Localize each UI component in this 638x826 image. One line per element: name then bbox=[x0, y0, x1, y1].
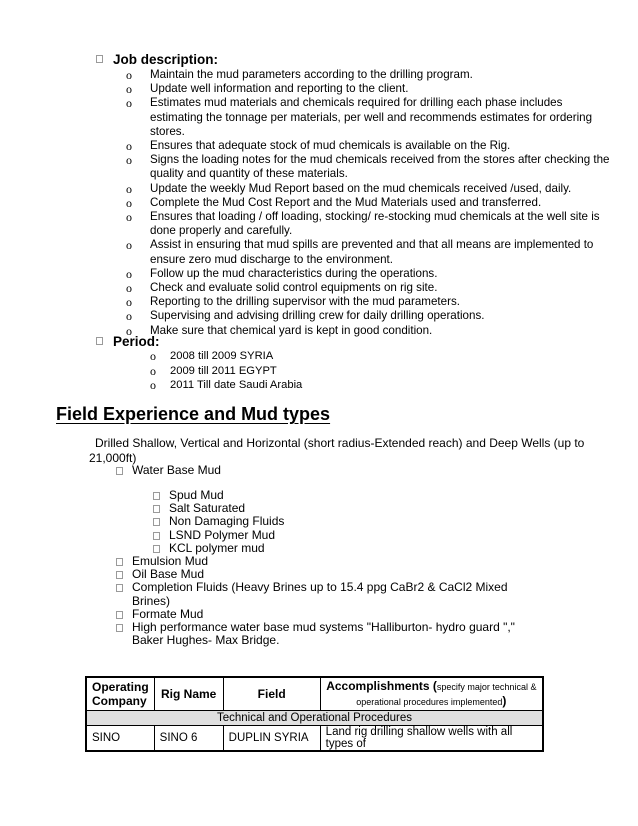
list-item-text: LSND Polymer Mud bbox=[169, 527, 276, 542]
list-item-text: Estimates mud materials and chemicals required for drilling each phase includes estimating the tonnage per materials, per well and recommends estimates for ordering stores. bbox=[150, 96, 593, 138]
bullet-box-icon bbox=[116, 584, 123, 592]
list-item-text: Update the weekly Mud Report based on the mud chemicals received /used, daily. bbox=[150, 181, 572, 195]
cell-field: DUPLIN SYRIA bbox=[223, 726, 320, 752]
bullet-box-icon bbox=[116, 571, 123, 579]
list-item-text: Non Damaging Fluids bbox=[169, 514, 285, 529]
job-duty-item bbox=[126, 267, 616, 281]
list-item-text: Make sure that chemical yard is kept in good condition. bbox=[150, 323, 433, 337]
header-field: Field bbox=[223, 677, 320, 711]
list-item-text: High performance water base mud systems "Halliburton- hydro guard "," Baker Hughes- Max Bridge. bbox=[132, 620, 515, 648]
list-item-text: Emulsion Mud bbox=[132, 554, 209, 568]
list-item-text: 2008 till 2009 SYRIA bbox=[170, 350, 274, 362]
list-item-text: Check and evaluate solid control equipments on rig site. bbox=[150, 281, 438, 295]
list-marker: o bbox=[126, 210, 132, 225]
period-item bbox=[150, 378, 302, 393]
list-marker: o bbox=[126, 238, 132, 253]
mud-type-item bbox=[116, 581, 546, 607]
water-base-mud-types bbox=[153, 489, 284, 555]
cell-accomplishment: Land rig drilling shallow wells with all types of bbox=[320, 726, 543, 752]
field-intro bbox=[89, 436, 592, 466]
list-marker: o bbox=[126, 153, 132, 168]
water-base-mud-item bbox=[116, 464, 221, 477]
mud-type-item bbox=[116, 621, 546, 647]
list-item-text: Maintain the mud parameters according to the drilling program. bbox=[150, 68, 473, 81]
job-duty-item bbox=[126, 238, 616, 266]
other-mud-types bbox=[116, 555, 546, 647]
list-marker: o bbox=[126, 309, 132, 324]
bullet-box-icon bbox=[153, 518, 160, 526]
bullet-box-icon bbox=[116, 558, 123, 566]
intro-line: 21,000ft) bbox=[89, 451, 137, 465]
bullet-box-icon bbox=[116, 624, 123, 632]
list-item-text: Assist in ensuring that mud spills are prevented and that all means are implemented to ensure zero mud discharge to the environment. bbox=[150, 238, 594, 266]
cell-company: SINO bbox=[86, 726, 154, 752]
table-row bbox=[86, 726, 543, 752]
list-item-text: Salt Saturated bbox=[169, 501, 246, 516]
list-marker: o bbox=[126, 295, 132, 310]
bullet-box-icon bbox=[96, 337, 103, 345]
list-item-text: Spud Mud bbox=[169, 488, 224, 502]
cell-rig: SINO 6 bbox=[154, 726, 223, 752]
period-item bbox=[150, 349, 302, 364]
job-duty-item bbox=[126, 281, 616, 295]
list-marker: o bbox=[126, 266, 132, 281]
field-experience-heading: Field Experience and Mud types bbox=[56, 404, 331, 424]
list-item-text: 2009 till 2011 EGYPT bbox=[170, 364, 277, 377]
list-item-text: Supervising and advising drilling crew for daily drilling operations. bbox=[150, 309, 485, 323]
list-marker: o bbox=[126, 139, 132, 154]
period-heading: Period: bbox=[96, 334, 160, 349]
list-marker: o bbox=[126, 68, 132, 82]
job-duty-item bbox=[126, 96, 616, 139]
job-duty-item bbox=[126, 139, 616, 153]
list-marker: o bbox=[126, 195, 132, 210]
list-marker: o bbox=[126, 181, 132, 196]
bullet-box-icon bbox=[96, 55, 103, 63]
job-duty-item bbox=[126, 196, 616, 210]
list-item-text: Ensures that loading / off loading, stocking/ re-stocking mud chemicals at the well site is done properly and carefully. bbox=[150, 210, 600, 238]
list-item-text: Update well information and reporting to the client. bbox=[150, 82, 409, 96]
job-duty-item bbox=[126, 182, 616, 196]
list-item-text: Complete the Mud Cost Report and the Mud Materials used and transferred. bbox=[150, 195, 542, 209]
list-item-text: Oil Base Mud bbox=[132, 567, 205, 582]
job-duty-item bbox=[126, 153, 616, 181]
header-operating-company: Operating Company bbox=[86, 677, 154, 711]
bullet-box-icon bbox=[116, 611, 123, 619]
list-marker: o bbox=[126, 323, 132, 338]
list-item-text: Completion Fluids (Heavy Brines up to 15.4 ppg CaBr2 & CaCl2 Mixed Brines) bbox=[132, 580, 508, 608]
list-marker: o bbox=[150, 378, 156, 393]
list-item-text: 2011 Till date Saudi Arabia bbox=[170, 379, 303, 392]
table-subheader-row bbox=[86, 711, 543, 726]
list-marker: o bbox=[150, 363, 156, 378]
intro-line: Drilled Shallow, Vertical and Horizontal (short radius-Extended reach) and Deep Wells (up to bbox=[95, 436, 585, 450]
bullet-box-icon bbox=[153, 505, 160, 513]
list-item: Water Base Mud bbox=[116, 464, 221, 477]
list-item-text: Ensures that adequate stock of mud chemicals is available on the Rig. bbox=[150, 139, 511, 153]
header-accomplishments: Accomplishments (specify major technical & operational procedures implemented) bbox=[320, 677, 543, 711]
list-item-text: Formate Mud bbox=[132, 606, 204, 621]
list-marker: o bbox=[150, 349, 156, 363]
list-item-text: KCL polymer mud bbox=[169, 540, 265, 555]
list-item-text: Reporting to the drilling supervisor with the mud parameters. bbox=[150, 295, 460, 309]
bullet-box-icon bbox=[153, 492, 160, 500]
period-item bbox=[150, 364, 302, 379]
list-marker: o bbox=[126, 96, 132, 111]
bullet-box-icon bbox=[153, 532, 160, 540]
job-duty-item bbox=[126, 324, 616, 338]
list-item-text: Follow up the mud characteristics during the operations. bbox=[150, 266, 438, 280]
period-list bbox=[150, 349, 302, 393]
job-duties-list bbox=[126, 68, 616, 338]
list-item-text: Signs the loading notes for the mud chemicals received from the stores after checking the quality and quantity of these materials. bbox=[150, 153, 610, 181]
list-marker: o bbox=[126, 82, 132, 97]
accomplishments-table bbox=[85, 676, 544, 752]
job-duty-item bbox=[126, 68, 616, 82]
bullet-box-icon bbox=[116, 467, 123, 475]
job-duty-item bbox=[126, 295, 616, 309]
table-header-row bbox=[86, 677, 543, 711]
header-rig-name: Rig Name bbox=[154, 677, 223, 711]
job-duty-item bbox=[126, 309, 616, 323]
job-duty-item bbox=[126, 210, 616, 238]
table-subheader: Technical and Operational Procedures bbox=[86, 711, 543, 726]
job-description-heading: Job description: bbox=[96, 52, 218, 67]
list-marker: o bbox=[126, 281, 132, 296]
bullet-box-icon bbox=[153, 545, 160, 553]
job-duty-item bbox=[126, 82, 616, 96]
